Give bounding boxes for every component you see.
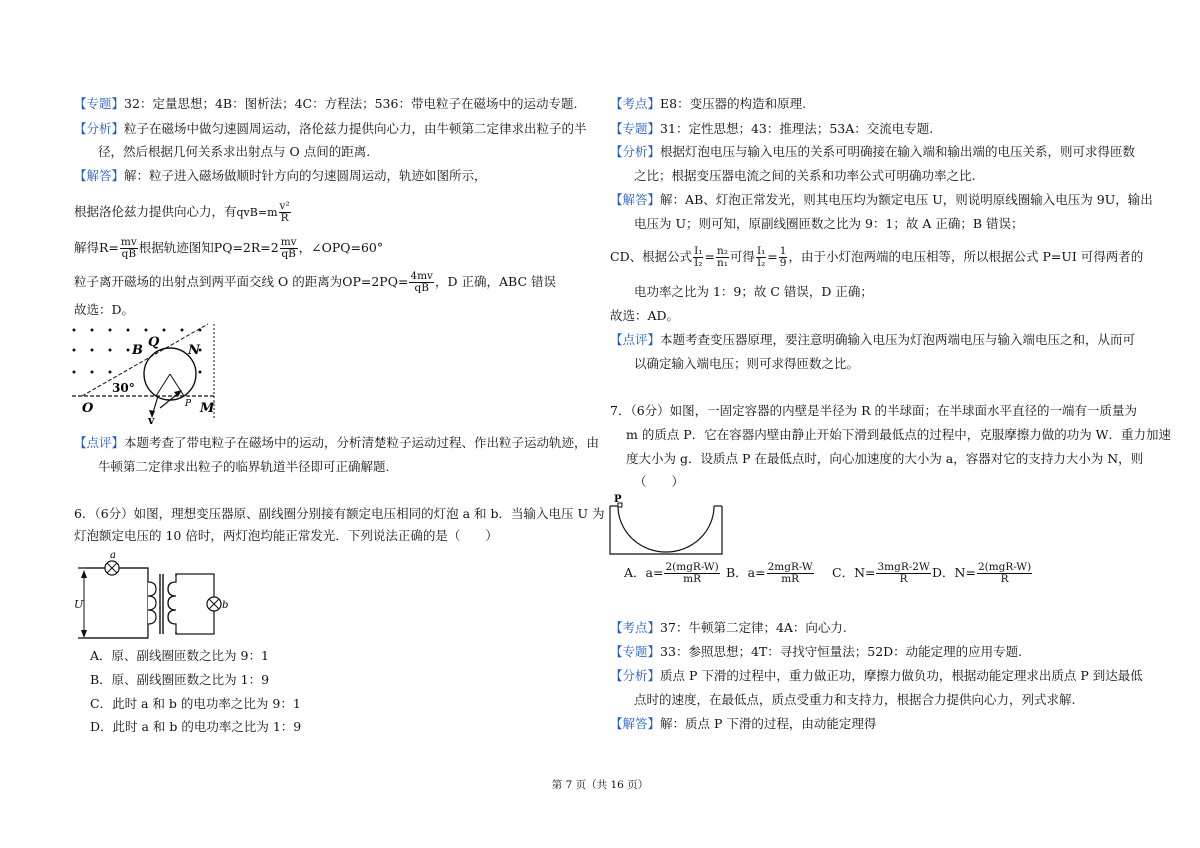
r-analysis-line-2: 之比；根据变压器电流之间的关系和功率公式可明确功率之比. (634, 168, 976, 183)
option-6D: D．此时 a 和 b 的电功率之比为 1：9 (90, 719, 302, 734)
hemisphere-container-figure (608, 494, 724, 556)
label-a: a (110, 550, 116, 561)
r-analysis-line: 【分析】根据灯泡电压与输入电压的关系可明确接在输入端和输出端的电压关系，则可求得匝数 (610, 144, 1136, 159)
r-equation-ratio: CD、根据公式 $\frac{\text{I₁}}{\text{I₂}}$ = $\frac{\text{n₂}}{\text{n₁}}$ 可得 $\frac{\text{I₁}}{\text{I₂}}$ = $\frac{1}{9}$ ，由于小灯泡两端的电压相等，所以根据公式 P=UI 可得两者的 (610, 245, 1144, 269)
label-v: v (148, 414, 155, 427)
question-6-line-2: 灯泡额定电压的 10 倍时，两灯泡均能正常发光．下列说法正确的是（ ） (74, 528, 498, 543)
r-answer-line: 故选：AD。 (610, 308, 680, 323)
tag-analysis: 【分析】 (74, 121, 125, 136)
answer-line: 故选：D。 (74, 302, 135, 317)
tag-analysis-2: 【分析】 (610, 144, 661, 159)
r-topic-line: 【专题】31：定性思想；43：推理法；53A：交流电专题. (610, 121, 934, 136)
label-P-point: P (614, 494, 622, 505)
option-7A: A．a= $\frac{\text{2(mgR-W)}}{mR}$ (624, 561, 719, 585)
tag-analysis-7: 【分析】 (610, 668, 661, 683)
label-P: P (185, 399, 192, 409)
label-N: N (188, 343, 200, 358)
r-solution-line-4: 电功率之比为 1：9；故 C 错误，D 正确； (634, 284, 873, 299)
tag-point: 【考点】 (610, 96, 661, 111)
question-7-line-2: m 的质点 P．它在容器内壁由静止开始下滑到最低点的过程中，克服摩擦力做的功为 W．重力加速 (626, 427, 1172, 442)
tag-comment-2: 【点评】 (610, 332, 661, 347)
comment-line: 【点评】本题考查了带电粒子在磁场中的运动，分析清楚粒子运动过程、作出粒子运动轨迹，由 (74, 435, 600, 450)
option-6B: B．原、副线圈匝数之比为 1：9 (90, 672, 270, 687)
option-6C: C．此时 a 和 b 的电功率之比为 9：1 (90, 696, 301, 711)
r-topic-line-7: 【专题】33：参照思想；4T：寻找守恒量法；52D：动能定理的应用专题. (610, 644, 1023, 659)
option-6A: A．原、副线圈匝数之比为 9：1 (90, 648, 269, 663)
tag-solution-7: 【解答】 (610, 716, 661, 731)
analysis-line-2: 径，然后根据几何关系求出射点与 O 点间的距离. (98, 144, 371, 159)
r-point-line-7: 【考点】37：牛顿第二定律；4A：向心力. (610, 620, 847, 635)
question-7-line-4: （ ） (634, 474, 685, 489)
tag-topic: 【专题】 (74, 96, 125, 111)
r-comment-line: 【点评】本题考查变压器原理，要注意明确输入电压为灯泡两端电压与输入端电压之和，从而可 (610, 332, 1136, 347)
question-7-line-1: 7．（6分）如图，一固定容器的内壁是半径为 R 的半球面；在半球面水平直径的一端有一质量为 (610, 403, 1138, 418)
tag-topic-7: 【专题】 (610, 644, 661, 659)
page-footer: 第 7 页（共 16 页） (551, 779, 649, 791)
equation-radius: 解得R= $\frac{mv}{qB}$ 根据轨迹图知PQ=2R=2 $\frac{mv}{qB}$ ，∠OPQ=60° (74, 236, 384, 260)
question-7-line-3: 度大小为 g．设质点 P 在最低点时，向心加速度的大小为 a，容器对它的支持力大小为 N，则 (626, 451, 1144, 466)
equation-force: 根据洛伦兹力提供向心力，有qvB=m $\frac{\text{v²}}{R}$ (74, 200, 290, 224)
tag-solution: 【解答】 (74, 168, 125, 183)
option-7D: D．N= $\frac{\text{2(mgR-W)}}{R}$ (932, 561, 1032, 585)
option-7C: C．N= $\frac{\text{3mgR-2W}}{R}$ (832, 561, 930, 585)
tag-comment: 【点评】 (74, 435, 125, 450)
tag-solution-2: 【解答】 (610, 192, 661, 207)
label-M: M (200, 401, 215, 416)
r-comment-line-2: 以确定输入端电压；则可求得匝数之比。 (634, 356, 860, 371)
analysis-line: 【分析】粒子在磁场中做匀速圆周运动，洛伦兹力提供向心力，由牛顿第二定律求出粒子的半 (74, 121, 587, 136)
tag-point-7: 【考点】 (610, 620, 661, 635)
label-angle: 30° (112, 381, 135, 395)
label-B: B (132, 343, 143, 358)
label-b: b (222, 600, 229, 611)
r-analysis-line-7b: 点时的速度，在最低点，质点受重力和支持力，根据合力提供向心力，列式求解. (634, 692, 1076, 707)
r-analysis-line-7: 【分析】质点 P 下滑的过程中，重力做正功，摩擦力做负功，根据动能定理求出质点 P 到达最低 (610, 668, 1143, 683)
topic-line: 【专题】32：定量思想；4B：图析法；4C：方程法；536：带电粒子在磁场中的运动专题. (74, 96, 578, 111)
label-Q: Q (148, 335, 160, 350)
option-7B: B．a= $\frac{\text{2mgR-W}}{mR}$ (726, 561, 813, 585)
label-O: O (82, 401, 94, 416)
tag-topic-2: 【专题】 (610, 121, 661, 136)
question-6-line-1: 6．（6分）如图，理想变压器原、副线圈分别接有额定电压相同的灯泡 a 和 b．当输入电压 U 为 (74, 506, 605, 521)
r-solution-line-7: 【解答】解：质点 P 下滑的过程，由动能定理得 (610, 716, 877, 731)
solution-line: 【解答】解：粒子进入磁场做顺时针方向的匀速圆周运动，轨迹如图所示， (74, 168, 487, 183)
equation-distance: 粒子离开磁场的出射点到两平面交线 O 的距离为OP=2PQ= $\frac{4mv}{qB}$ ，D 正确，ABC 错误 (74, 270, 556, 294)
label-U: U (74, 598, 84, 611)
r-solution-line: 【解答】解：AB、灯泡正常发光，则其电压均为额定电压 U，则说明原线圈输入电压为 9U，输出 (610, 192, 1153, 207)
transformer-figure (72, 550, 229, 644)
magnetic-field-figure (68, 324, 220, 427)
r-solution-line-2: 电压为 U；则可知，原副线圈匝数之比为 9：1；故 A 正确；B 错误； (634, 216, 1024, 231)
comment-line-2: 牛顿第二定律求出粒子的临界轨道半径即可正确解题. (98, 459, 390, 474)
r-point-line: 【考点】E8：变压器的构造和原理. (610, 96, 807, 111)
